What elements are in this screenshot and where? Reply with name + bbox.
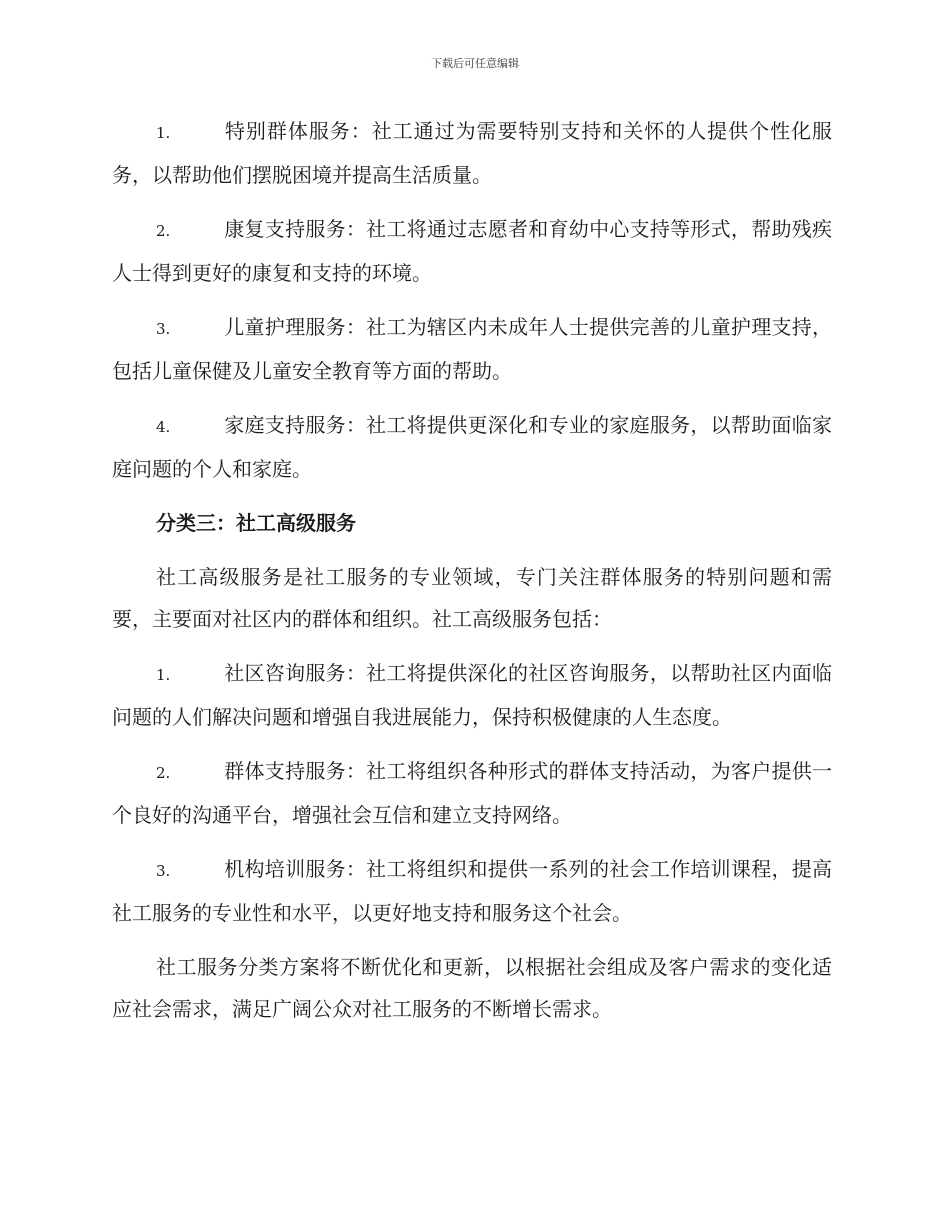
list-number: 1. — [156, 666, 171, 684]
list-item — [112, 750, 832, 836]
section-heading: 分类三：社工高级服务 — [156, 511, 356, 535]
list-text: 机构培训服务：社工将组织和提供一系列的社会工作培训课程，提高社工服务的专业性和水平，以更好地支持和服务这个社会。 — [112, 857, 832, 925]
list-text: 康复支持服务：社工将通过志愿者和育幼中心支持等形式，帮助残疾人士得到更好的康复和支持的环境。 — [112, 217, 832, 285]
list-number: 2. — [156, 222, 171, 240]
list-item — [112, 306, 832, 392]
list-item — [112, 110, 832, 196]
list-text: 儿童护理服务：社工为辖区内未成年人士提供完善的儿童护理支持，包括儿童保健及儿童安全教育等方面的帮助。 — [112, 315, 832, 383]
list-number: 2. — [156, 764, 171, 782]
list-text: 社区咨询服务：社工将提供深化的社区咨询服务，以帮助社区内面临问题的人们解决问题和增强自我进展能力，保持积极健康的人生态度。 — [112, 661, 832, 729]
list-number: 3. — [156, 320, 171, 338]
header-note: 下载后可任意编辑 — [431, 57, 519, 70]
list-item — [112, 208, 832, 294]
document-body — [112, 110, 832, 1042]
list-text: 特别群体服务：社工通过为需要特别支持和关怀的人提供个性化服务，以帮助他们摆脱困境并提高生活质量。 — [112, 119, 832, 187]
list-item — [112, 652, 832, 738]
list-number: 3. — [156, 862, 171, 880]
list-item — [112, 848, 832, 934]
list-text: 家庭支持服务：社工将提供更深化和专业的家庭服务，以帮助面临家庭问题的个人和家庭。 — [112, 413, 832, 481]
list-text: 群体支持服务：社工将组织各种形式的群体支持活动，为客户提供一个良好的沟通平台，增强社会互信和建立支持网络。 — [112, 759, 832, 827]
list-number: 1. — [156, 124, 171, 142]
closing-paragraph: 社工服务分类方案将不断优化和更新，以根据社会组成及客户需求的变化适应社会需求，满足广阔公众对社工服务的不断增长需求。 — [112, 955, 832, 1021]
list-item — [112, 404, 832, 490]
list-number: 4. — [156, 418, 171, 436]
intro-paragraph: 社工高级服务是社工服务的专业领域，专门关注群体服务的特别问题和需要，主要面对社区内的群体和组织。社工高级服务包括： — [112, 565, 832, 631]
